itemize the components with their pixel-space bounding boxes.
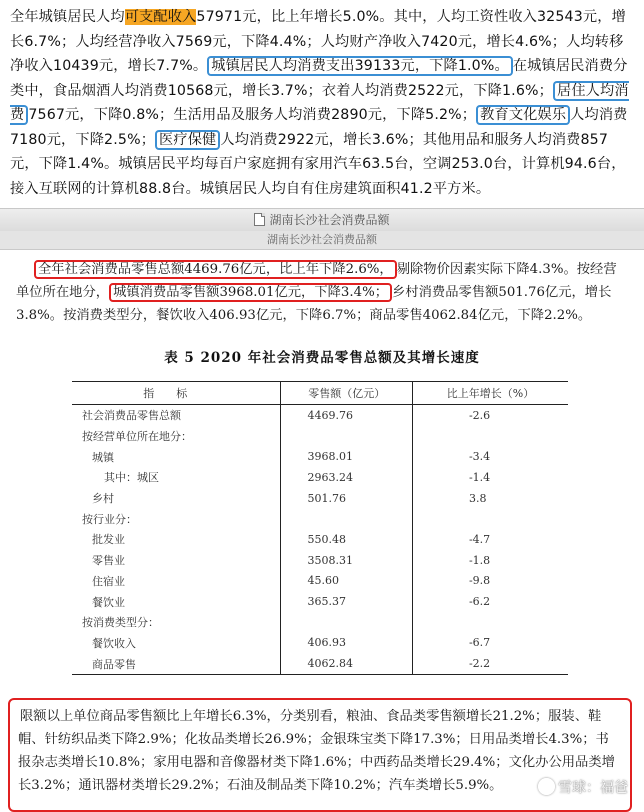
- row-growth: -4.7: [412, 529, 568, 550]
- blue-box-housing: 居住人均消费: [10, 82, 629, 123]
- row-growth: -6.7: [412, 633, 568, 654]
- row-growth: 3.8: [412, 488, 568, 509]
- row-label: 乡村: [92, 492, 114, 506]
- table-row: [72, 467, 568, 488]
- blue-box-education: 教育文化娱乐: [476, 105, 570, 125]
- table-row: [72, 571, 568, 592]
- document-icon: [254, 213, 265, 226]
- row-label: 其中：城区: [104, 471, 159, 485]
- window-title: 湖南长沙社会消费品额: [269, 213, 390, 227]
- row-label: 按经营单位所在地分：: [82, 430, 192, 444]
- text-run: 乡村消费品零售额501.76亿元，增长3.8%。按消费类型分，餐饮收入406.93亿元，下降6.7%；商品零售4062.84亿元，下降2.2%。: [16, 285, 612, 323]
- row-value: 365.37: [281, 591, 413, 612]
- row-value: [281, 426, 413, 447]
- article-excerpt: [0, 0, 644, 208]
- table-row: [72, 529, 568, 550]
- row-value: 501.76: [281, 488, 413, 509]
- table-row: [72, 405, 568, 426]
- row-value: 4469.76: [281, 405, 413, 426]
- table-row: [72, 446, 568, 467]
- table-row: [72, 591, 568, 612]
- watermark-text: 雪球：福爸: [558, 780, 628, 796]
- row-value: 3968.01: [281, 446, 413, 467]
- row-growth: -6.2: [412, 591, 568, 612]
- text-run: 全年城镇居民人均: [10, 9, 125, 25]
- row-value: 3508.31: [281, 550, 413, 571]
- table-row: [72, 612, 568, 633]
- row-growth: -2.2: [412, 653, 568, 674]
- row-growth: -3.4: [412, 446, 568, 467]
- row-label: 住宿业: [92, 574, 125, 588]
- category-sales-paragraph: 限额以上单位商品零售额比上年增长6.3%，分类别看，粮油、食品类零售额增长21.2%；服装、鞋帽、针纺织品类下降2.9%；化妆品类增长26.9%；金银珠宝类下降17.3%；日用品类增长4.3%；书报杂志类增长10.8%；家用电器和音像器材类下降1.6%；中西药品类增长29.4%；文化办公用品类增长3.2%；通讯器材类增长29.2%；石油及制品类下降10.2%；汽车类增长5.9%。: [18, 709, 615, 793]
- table-row: [72, 426, 568, 447]
- row-label: 餐饮收入: [92, 636, 136, 650]
- text-run: 在城镇居民消费分类中，食品烟酒人均消费10568元，增长3.7%；衣着人均消费2522元，下降1.6%；: [10, 58, 628, 99]
- row-label: 按消费类型分：: [82, 616, 159, 630]
- income-consumption-paragraph: [0, 0, 644, 201]
- row-value: 406.93: [281, 633, 413, 654]
- table-header-row: [72, 382, 568, 405]
- row-label: 批发业: [92, 533, 125, 547]
- blue-box-consumption-total: 城镇居民人均消费支出39133元，下降1.0%。: [207, 56, 513, 76]
- row-growth: -2.6: [412, 405, 568, 426]
- row-label: 商品零售: [92, 657, 136, 671]
- highlighted-term: 可支配收入: [124, 9, 197, 25]
- table-row: [72, 488, 568, 509]
- watermark: [538, 777, 628, 797]
- retail-sales-paragraph: [16, 258, 628, 327]
- row-label: 零售业: [92, 554, 125, 568]
- row-label: 按行业分：: [82, 512, 137, 526]
- table-title: 表 5 2020 年社会消费品零售总额及其增长速度: [164, 350, 480, 366]
- table-row: [72, 508, 568, 529]
- header-growth: 比上年增长（%）: [412, 382, 568, 405]
- table-row: [72, 653, 568, 674]
- snowball-logo-icon: [538, 778, 555, 795]
- row-growth: -1.8: [412, 550, 568, 571]
- row-growth: [412, 612, 568, 633]
- header-retail-value: 零售额（亿元）: [281, 382, 413, 405]
- row-value: [281, 612, 413, 633]
- row-value: 4062.84: [281, 653, 413, 674]
- document-page: [0, 250, 644, 802]
- row-label: 餐饮业: [92, 595, 125, 609]
- window-title-bar[interactable]: [0, 208, 644, 232]
- text-run: 7567元，下降0.8%；生活用品及服务人均消费2890元，下降5.2%；: [28, 107, 477, 123]
- text-run: 剔除物价因素实际下降4.3%。按经营单位所在地分，: [16, 262, 617, 300]
- retail-table: [72, 381, 568, 675]
- row-growth: -1.4: [412, 467, 568, 488]
- tab-bar[interactable]: [0, 231, 644, 250]
- row-label: 社会消费品零售总额: [82, 409, 181, 423]
- table-row: [72, 633, 568, 654]
- text-run: 57971元，比上年增长5.0%。其中，人均工资性收入32543元，增长6.7%；人均经营净收入7569元，下降4.4%；人均财产净收入7420元，增长4.6%；人均转移净收入10439元，增长7.7%。: [10, 9, 626, 74]
- red-box-urban-retail: 城镇消费品零售额3968.01亿元，下降3.4%；: [109, 283, 392, 302]
- blue-box-healthcare: 医疗保健: [155, 130, 220, 150]
- row-label: 城镇: [92, 450, 114, 464]
- text-run: 人均消费7180元，下降2.5%；: [10, 107, 628, 148]
- text-run: 人均消费2922元，增长3.6%；其他用品和服务人均消费857元，下降1.4%。城镇居民平均每百户家庭拥有家用汽车63.5台，空调253.0台，计算机94.6台，接入互联网的计算机88.8台。城镇居民人均自有住房建筑面积41.2平方米。: [10, 131, 626, 197]
- row-value: 45.60: [281, 571, 413, 592]
- row-value: [281, 508, 413, 529]
- row-growth: [412, 508, 568, 529]
- row-growth: [412, 426, 568, 447]
- row-value: 2963.24: [281, 467, 413, 488]
- table-row: [72, 550, 568, 571]
- tab-label[interactable]: 湖南长沙社会消费品额: [267, 233, 377, 246]
- header-indicator: 指标: [143, 387, 210, 400]
- red-box-total-retail: 全年社会消费品零售总额4469.76亿元，比上年下降2.6%，: [34, 260, 397, 279]
- row-value: 550.48: [281, 529, 413, 550]
- row-growth: -9.8: [412, 571, 568, 592]
